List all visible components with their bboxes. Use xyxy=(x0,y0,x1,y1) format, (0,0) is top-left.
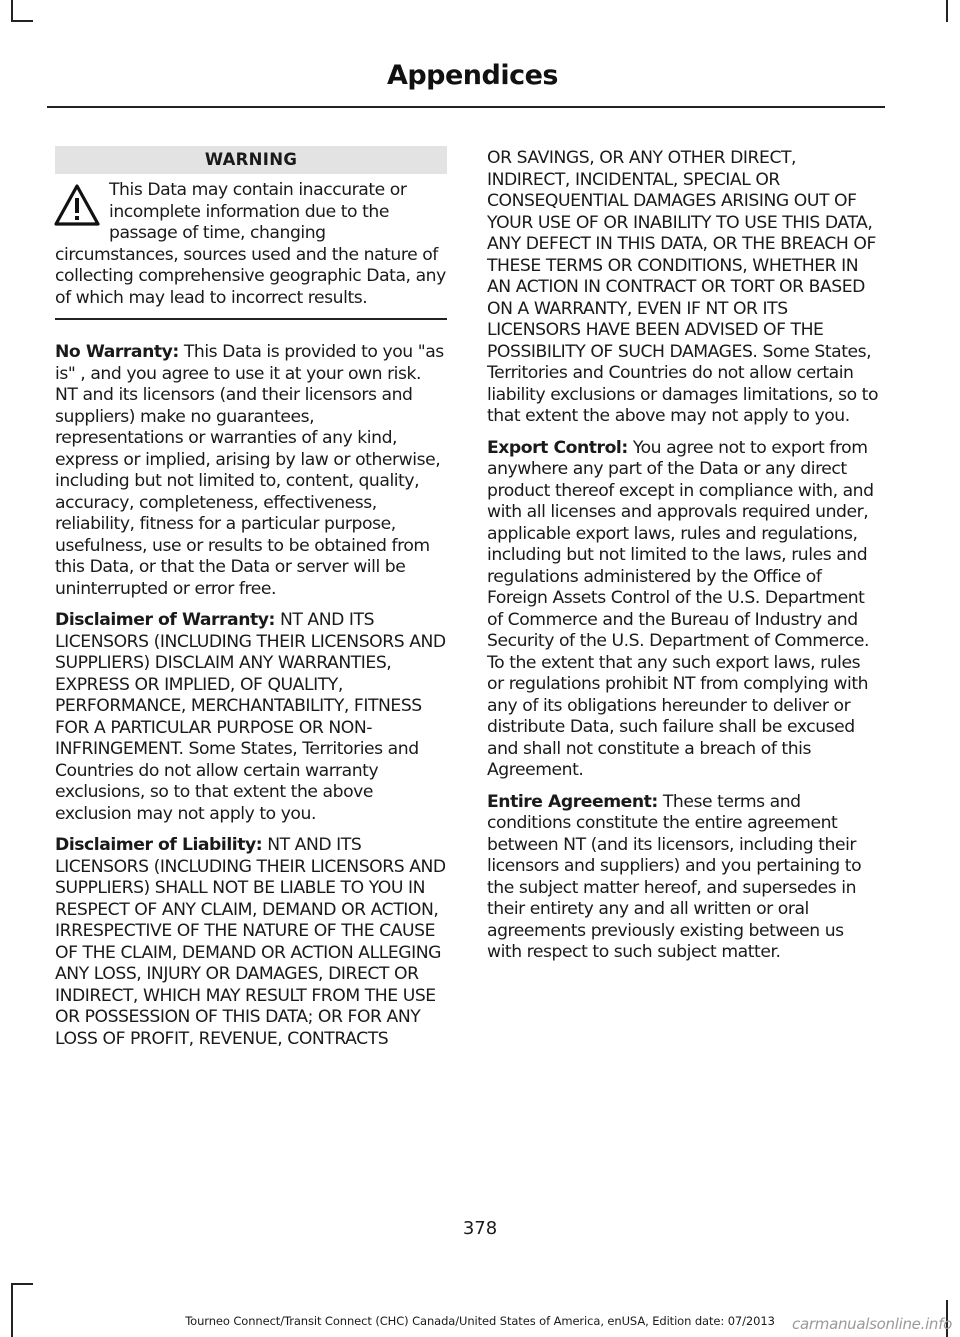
warning-triangle-icon xyxy=(53,182,101,230)
section-text: This Data is provided to you "as is" , and you agree to use it at your own risk. NT and its licensors (and their licensors and suppliers) make no guarantees, representations or warranties of any kind, express or implied, arising by law or otherwise, including but not limited to, content, quality, accuracy, completeness, effectiveness, reliability, fitness for a particular purpose, usefulness, use or results to be obtained from this Data, or that the Data or server will be uninterrupted or error free. xyxy=(55,342,444,599)
section-label: Disclaimer of Warranty: xyxy=(55,610,275,630)
liability-continuation: OR SAVINGS, OR ANY OTHER DIRECT, INDIRECT, INCIDENTAL, SPECIAL OR CONSEQUENTIAL DAMAGES ARISING OUT OF YOUR USE OF OR INABILITY TO USE THIS DATA, ANY DEFECT IN THIS DATA, OR THE BREACH OF THESE TERMS OR CONDITIONS, WHETHER IN AN ACTION IN CONTRACT OR TORT OR BASED ON A WARRANTY, EVEN IF NT OR ITS LICENSORS HAVE BEEN ADVISED OF THE POSSIBILITY OF SUCH DAMAGES. Some States, Territories and Countries do not allow certain liability exclusions or damages limitations, so to that extent the above may not apply to you. xyxy=(487,148,879,426)
left-column xyxy=(55,146,447,1060)
right-column xyxy=(487,148,879,974)
watermark: carmanualsonline.info xyxy=(792,1315,952,1333)
warning-divider xyxy=(55,318,447,320)
crop-mark-top-right-vertical xyxy=(946,0,948,22)
header-divider xyxy=(47,106,885,108)
crop-mark-bottom-left-horizontal xyxy=(11,1283,33,1285)
page-title: Appendices xyxy=(386,60,558,91)
section-label: Entire Agreement: xyxy=(487,791,658,812)
section-no-warranty xyxy=(55,342,447,600)
crop-mark-top-left-vertical xyxy=(11,0,13,22)
warning-text: This Data may contain inaccurate or incomplete information due to the passage of time, changing circumstances, sources used and the nature of collecting comprehensive geographic Data, any of which may lead to incorrect results. xyxy=(55,180,446,308)
section-text: NT AND ITS LICENSORS (INCLUDING THEIR LICENSORS AND SUPPLIERS) SHALL NOT BE LIABLE TO YOU IN RESPECT OF ANY CLAIM, DEMAND OR ACTION, IRRESPECTIVE OF THE NATURE OF THE CAUSE OF THE CLAIM, DEMAND OR ACTION ALLEGING ANY LOSS, INJURY OR DAMAGES, DIRECT OR INDIRECT, WHICH MAY RESULT FROM THE USE OR POSSESSION OF THIS DATA; OR FOR ANY LOSS OF PROFIT, REVENUE, CONTRACTS xyxy=(55,835,446,1049)
section-text: NT AND ITS LICENSORS (INCLUDING THEIR LICENSORS AND SUPPLIERS) DISCLAIM ANY WARRANTIES, EXPRESS OR IMPLIED, OF QUALITY, PERFORMANCE, MERCHANTABILITY, FITNESS FOR A PARTICULAR PURPOSE OR NON-INFRINGEMENT. Some States, Territories and Countries do not allow certain warranty exclusions, so to that extent the above exclusion may not apply to you. xyxy=(55,610,446,824)
crop-mark-bottom-left-vertical xyxy=(11,1283,13,1337)
section-label: Disclaimer of Liability: xyxy=(55,835,263,855)
section-disclaimer-of-warranty xyxy=(55,610,447,825)
section-export-control xyxy=(487,438,879,782)
section-entire-agreement xyxy=(487,792,879,964)
section-label: Export Control: xyxy=(487,437,628,458)
crop-mark-top-left-horizontal xyxy=(11,20,33,22)
footer-edition-info: Tourneo Connect/Transit Connect (CHC) Canada/United States of America, enUSA, Edition date: 07/2013 xyxy=(185,1314,775,1328)
warning-box xyxy=(55,180,447,320)
section-disclaimer-of-liability xyxy=(55,835,447,1050)
page-number: 378 xyxy=(462,1218,498,1239)
section-label: No Warranty: xyxy=(55,342,179,362)
warning-heading: WARNING xyxy=(55,146,447,174)
section-text: These terms and conditions constitute the entire agreement between NT (and its licensors, including their licensors and suppliers) and you pertaining to the subject matter hereof, and supersedes in their entirety any and all written or oral agreements previously existing between us with respect to such subject matter. xyxy=(487,791,862,962)
section-text: You agree not to export from anywhere any part of the Data or any direct product thereof except in compliance with, and with all licenses and approvals required under, applicable export laws, rules and regulations, including but not limited to the laws, rules and regulations administered by the Office of Foreign Assets Control of the U.S. Department of Commerce and the Bureau of Industry and Security of the U.S. Department of Commerce. To the extent that any such export laws, rules or regulations prohibit NT from complying with any of its obligations hereunder to deliver or distribute Data, such failure shall be excused and shall not constitute a breach of this Agreement. xyxy=(487,437,874,780)
